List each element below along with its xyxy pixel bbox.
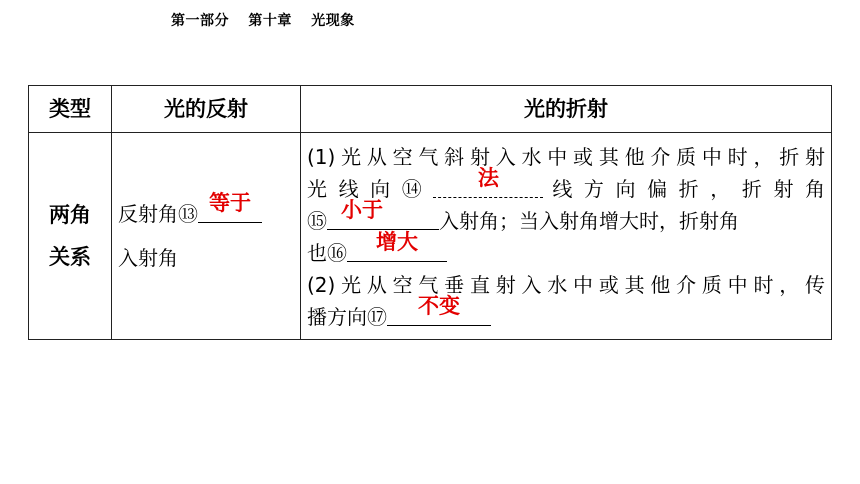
refraction-line-4 — [307, 230, 825, 269]
header-refraction: 光的折射 — [301, 86, 832, 133]
answer-15: 小于 — [341, 198, 383, 222]
header-reflection: 光的反射 — [112, 86, 301, 133]
type-line-2: 关系 — [49, 245, 91, 269]
refraction-cell — [301, 133, 832, 340]
refraction-line-2 — [307, 166, 826, 205]
page-header — [171, 10, 369, 30]
refraction-line-4-pre: 也⑯ — [307, 241, 347, 265]
blank-15[interactable] — [327, 198, 439, 230]
answer-17: 不变 — [418, 294, 460, 318]
refraction-line-5: (2)光从空气垂直射入水中或其他介质中时，传 — [307, 273, 825, 297]
refraction-line-3-pre: ⑮ — [307, 209, 327, 233]
reflection-line-1 — [118, 192, 294, 236]
blank-16[interactable] — [347, 230, 447, 262]
blank-13[interactable] — [198, 191, 262, 223]
reflection-suffix: 入射角 — [118, 246, 178, 270]
type-line-1: 两角 — [49, 203, 91, 227]
answer-13: 等于 — [209, 191, 251, 215]
type-cell — [29, 133, 112, 340]
table-header-row — [29, 86, 832, 133]
header-part: 第一部分 — [171, 13, 229, 29]
refraction-line-2-post: 线 方 向 偏 折 ， 折 射 角 — [552, 177, 826, 201]
reflection-cell — [112, 133, 301, 340]
refraction-line-2-pre: 光 线 向 ⑭ — [307, 177, 425, 201]
refraction-line-3-post: 入射角；当入射角增大时，折射角 — [439, 209, 739, 233]
header-type: 类型 — [29, 86, 112, 133]
header-chapter: 第十章 — [248, 13, 292, 29]
reflection-prefix: 反射角⑬ — [118, 202, 198, 226]
answer-16: 增大 — [376, 230, 418, 254]
refraction-line-1: (1)光从空气斜射入水中或其他介质中时，折射 — [307, 145, 825, 169]
comparison-table — [28, 85, 832, 340]
table-row — [29, 133, 832, 340]
refraction-line-6 — [307, 294, 825, 333]
blank-17[interactable] — [387, 294, 491, 326]
header-topic: 光现象 — [311, 13, 355, 29]
blank-14[interactable] — [433, 166, 543, 198]
answer-14: 法 — [477, 166, 499, 190]
refraction-line-6-pre: 播方向⑰ — [307, 305, 387, 329]
